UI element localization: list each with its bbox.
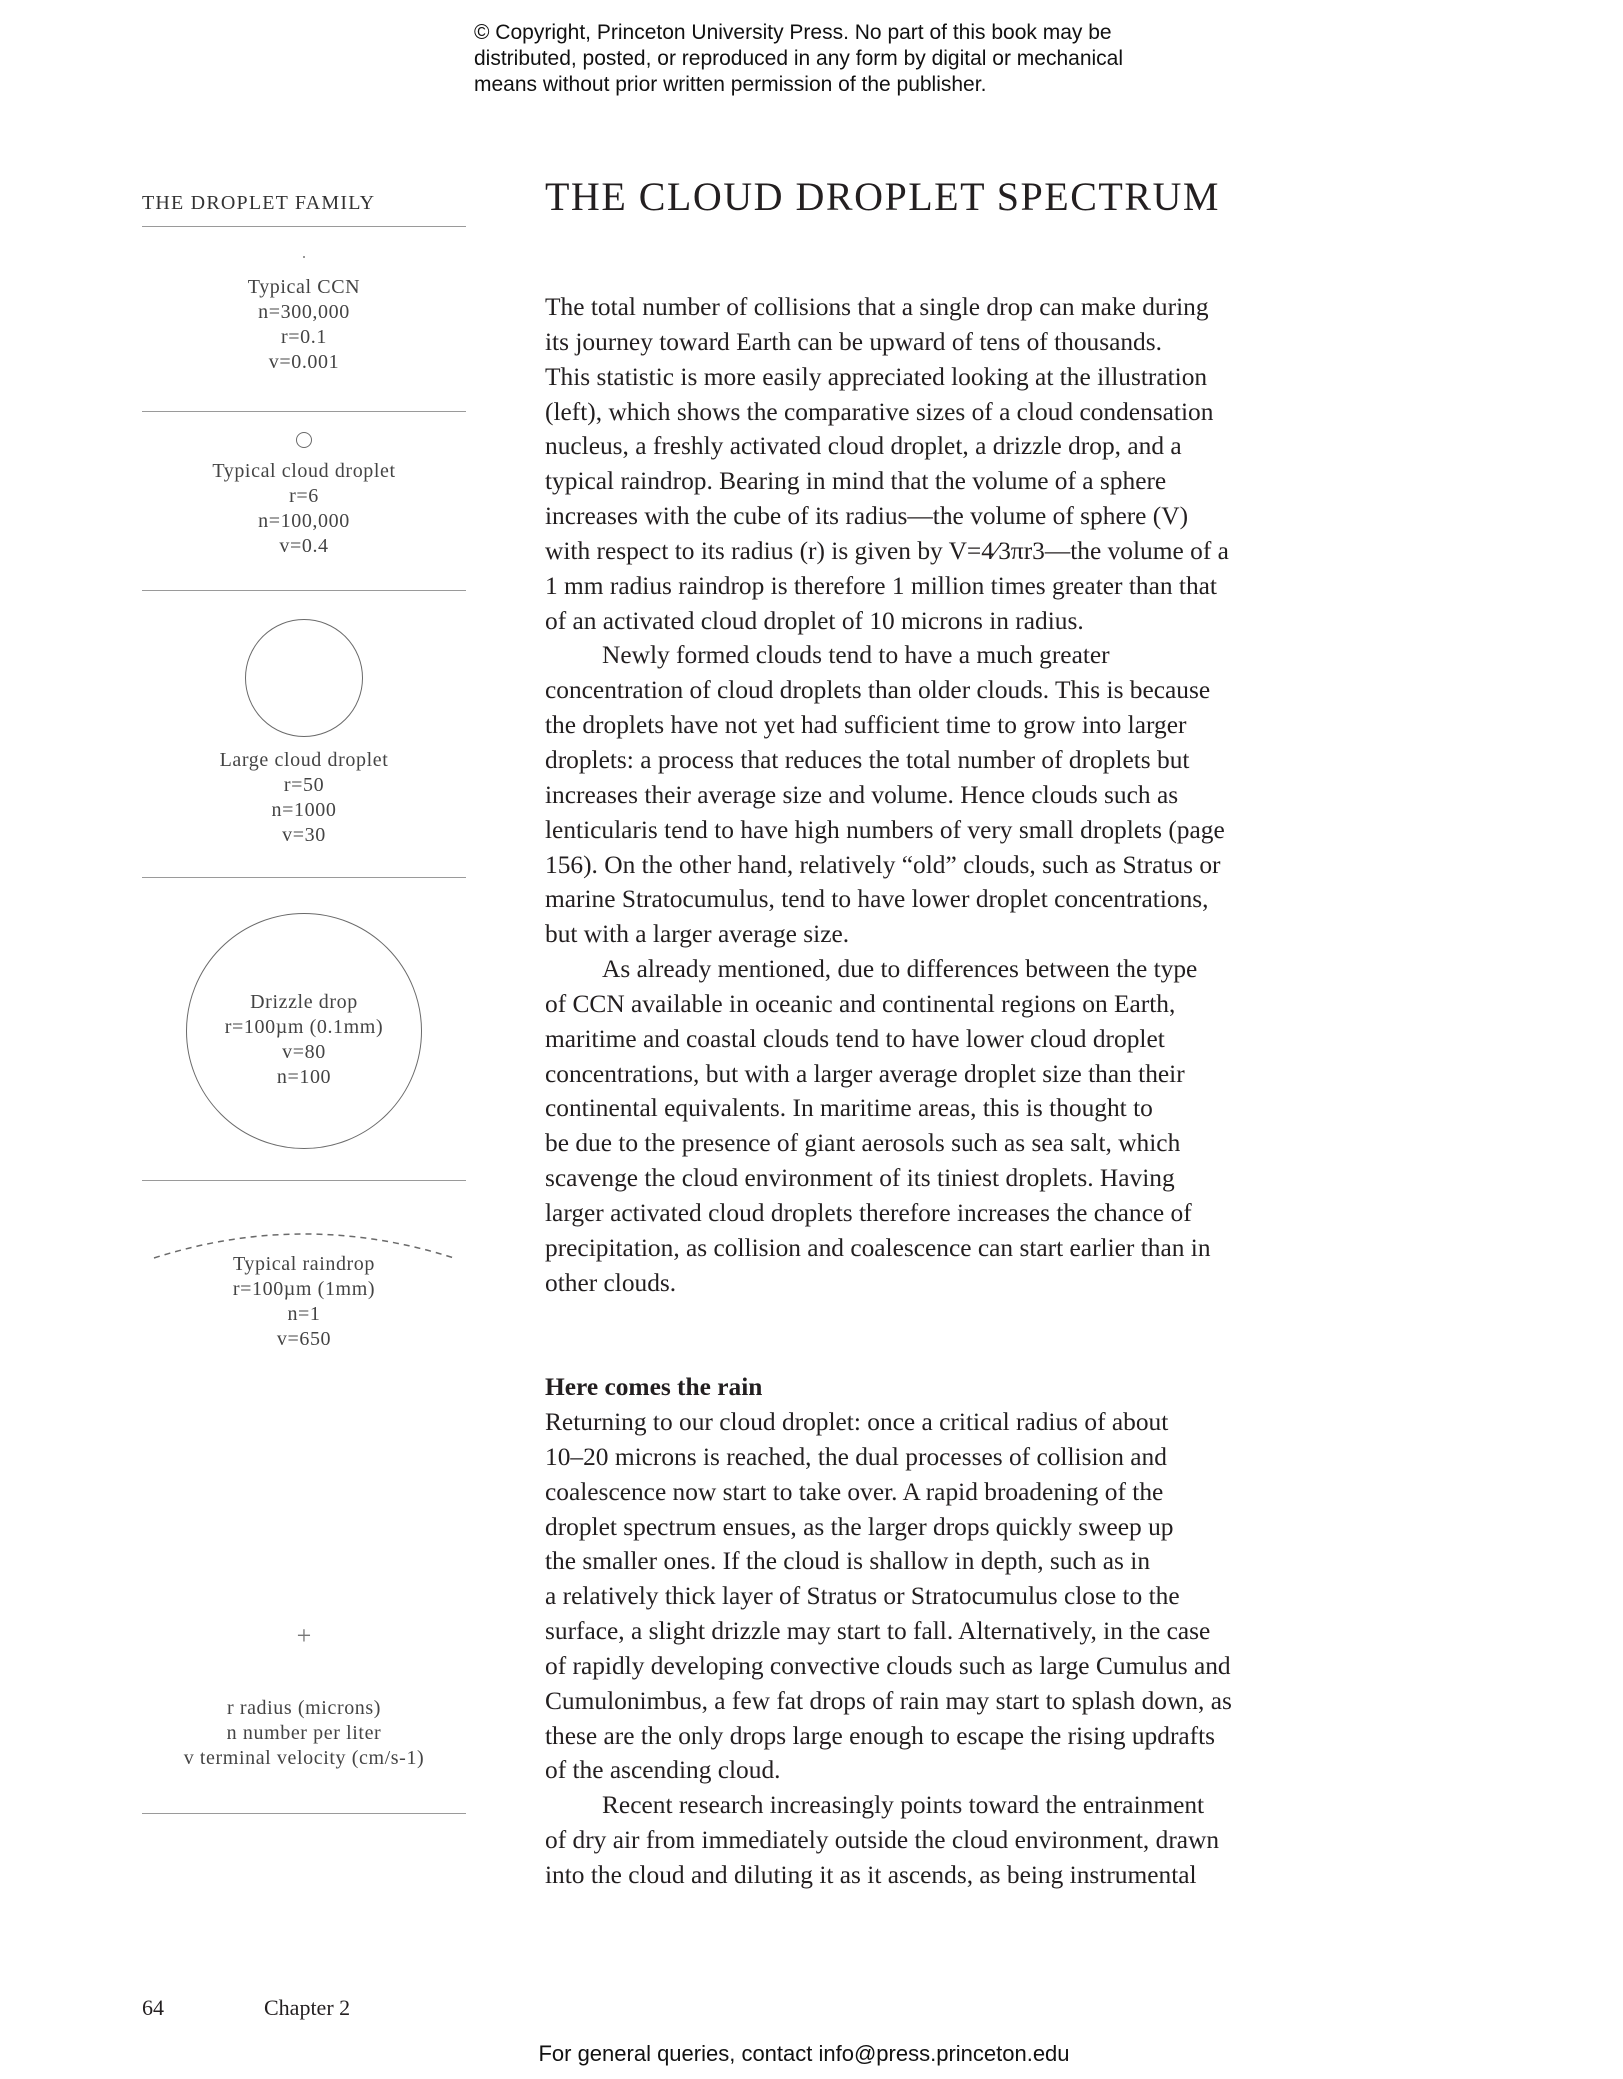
text-line: these are the only drops large enough to escape the rising updrafts	[545, 1721, 1216, 1750]
large-droplet-circle	[245, 619, 363, 737]
droplet-stat: r=0.1	[281, 326, 327, 348]
droplet-label-raindrop	[142, 1252, 466, 1352]
plus-icon: +	[296, 1621, 312, 1650]
text-line: the smaller ones. If the cloud is shallow in depth, such as in	[545, 1547, 1151, 1576]
text-line: concentrations, but with a larger average droplet size than their	[545, 1059, 1185, 1088]
text-line: its journey toward Earth can be upward of tens of thousands.	[545, 327, 1162, 356]
text-line: be due to the presence of giant aerosols such as sea salt, which	[545, 1129, 1181, 1158]
droplet-stat: r=50	[283, 774, 325, 796]
divider	[142, 226, 466, 227]
page-number: 64	[142, 1995, 164, 2020]
divider	[142, 411, 466, 412]
legend-line: n number per liter	[226, 1722, 382, 1744]
droplet-label-drizzle	[142, 990, 466, 1090]
divider	[142, 1813, 466, 1814]
droplet-stat: v=0.4	[279, 535, 329, 557]
text-line: of an activated cloud droplet of 10 microns in radius.	[545, 606, 1084, 635]
text-line: The total number of collisions that a single drop can make during	[545, 293, 1209, 321]
copyright-line: means without prior written permission of the publisher.	[474, 73, 987, 96]
droplet-name: Typical cloud droplet	[212, 460, 396, 482]
copyright-notice	[474, 20, 1194, 98]
text-line: continental equivalents. In maritime areas, this is thought to	[545, 1094, 1153, 1123]
text-line: of rapidly developing convective clouds such as large Cumulus and	[545, 1651, 1231, 1680]
page-title: THE CLOUD DROPLET SPECTRUM	[545, 174, 1220, 219]
droplet-stat: r=6	[289, 485, 319, 507]
droplet-name: Drizzle drop	[250, 991, 358, 1013]
section-heading: Here comes the rain	[545, 1373, 763, 1402]
text-line: Cumulonimbus, a few fat drops of rain may start to splash down, as	[545, 1686, 1232, 1715]
copyright-line: distributed, posted, or reproduced in any form by digital or mechanical	[474, 47, 1124, 70]
text-line: of the ascending cloud.	[545, 1756, 781, 1785]
droplet-stat: v=650	[276, 1328, 332, 1350]
droplet-name: Large cloud droplet	[219, 749, 389, 771]
text-line: but with a larger average size.	[545, 920, 850, 949]
text-line: As already mentioned, due to differences between the type	[602, 955, 1198, 984]
copyright-line: © Copyright, Princeton University Press. No part of this book may be	[474, 21, 1112, 44]
droplet-name: Typical raindrop	[232, 1253, 376, 1275]
text-line: of dry air from immediately outside the cloud environment, drawn	[545, 1826, 1220, 1855]
droplet-stat: v=30	[282, 824, 326, 846]
text-line: maritime and coastal clouds tend to have lower cloud droplet	[545, 1024, 1165, 1053]
droplet-label-ccn	[142, 275, 466, 375]
sidebar-title: THE DROPLET FAMILY	[142, 192, 376, 214]
legend-line: v terminal velocity (cm/s-1)	[183, 1747, 425, 1769]
text-line: increases their average size and volume. Hence clouds such as	[545, 780, 1179, 809]
divider	[142, 1180, 466, 1181]
text-line: lenticularis tend to have high numbers of very small droplets (page	[545, 815, 1225, 844]
text-line: larger activated cloud droplets therefore increases the chance of	[545, 1198, 1192, 1227]
droplet-name: Typical CCN	[247, 276, 361, 298]
text-line: Newly formed clouds tend to have a much greater	[602, 641, 1110, 670]
footer-contact	[0, 2041, 1623, 2067]
divider	[142, 590, 466, 591]
text-line: Returning to our cloud droplet: once a critical radius of about	[545, 1408, 1169, 1436]
text-line: 10–20 microns is reached, the dual processes of collision and	[545, 1442, 1167, 1471]
body-text	[545, 290, 1285, 1893]
text-line: coalescence now start to take over. A rapid broadening of the	[545, 1477, 1164, 1506]
droplet-stat: v=80	[282, 1041, 326, 1063]
droplet-stat: n=1000	[271, 799, 337, 821]
text-line: precipitation, as collision and coalescence can start earlier than in	[545, 1233, 1211, 1262]
text-line: (left), which shows the comparative sizes of a cloud condensation	[545, 397, 1214, 426]
droplet-stat: v=0.001	[268, 351, 340, 373]
ccn-dot	[303, 256, 305, 258]
droplet-stat: n=100,000	[258, 510, 350, 532]
text-line: scavenge the cloud environment of its tiniest droplets. Having	[545, 1164, 1175, 1193]
cloud-droplet-circle	[296, 432, 312, 448]
droplet-stat: n=1	[287, 1303, 321, 1325]
droplet-stat: r=100µm (1mm)	[232, 1278, 376, 1300]
droplet-stat: n=100	[276, 1066, 332, 1088]
text-line: the droplets have not yet had sufficient time to grow into larger	[545, 711, 1187, 740]
text-line: marine Stratocumulus, tend to have lower droplet concentrations,	[545, 885, 1209, 914]
legend-line: r radius (microns)	[226, 1697, 382, 1719]
droplet-label-cloud-droplet	[142, 459, 466, 559]
divider	[142, 877, 466, 878]
text-line: surface, a slight drizzle may start to fall. Alternatively, in the case	[545, 1617, 1211, 1646]
text-line: with respect to its radius (r) is given by V=4⁄3πr3—the volume of a	[545, 536, 1229, 565]
text-line: nucleus, a freshly activated cloud droplet, a drizzle drop, and a	[545, 432, 1182, 461]
text-line: This statistic is more easily appreciated looking at the illustration	[545, 362, 1208, 391]
text-line: other clouds.	[545, 1268, 677, 1297]
text-line: Recent research increasingly points toward the entrainment	[602, 1791, 1205, 1820]
droplet-stat: n=300,000	[258, 301, 350, 323]
text-line: a relatively thick layer of Stratus or Stratocumulus close to the	[545, 1582, 1180, 1611]
text-line: increases with the cube of its radius—the volume of sphere (V)	[545, 502, 1189, 531]
text-line: typical raindrop. Bearing in mind that the volume of a sphere	[545, 467, 1167, 496]
text-line: concentration of cloud droplets than older clouds. This is because	[545, 676, 1211, 705]
text-line: 1 mm radius raindrop is therefore 1 million times greater than that	[545, 571, 1217, 600]
footer-text: For general queries, contact info@press.princeton.edu	[538, 2041, 1070, 2066]
sidebar-legend	[142, 1696, 466, 1771]
text-line: of CCN available in oceanic and continental regions on Earth,	[545, 989, 1176, 1018]
text-line: into the cloud and diluting it as it ascends, as being instrumental	[545, 1860, 1197, 1889]
text-line: droplet spectrum ensues, as the larger drops quickly sweep up	[545, 1512, 1174, 1541]
chapter-label: Chapter 2	[264, 1995, 351, 2020]
droplet-stat: r=100µm (0.1mm)	[224, 1016, 384, 1038]
text-line: droplets: a process that reduces the total number of droplets but	[545, 745, 1190, 774]
droplet-label-large-droplet	[142, 748, 466, 848]
text-line: 156). On the other hand, relatively “old” clouds, such as Stratus or	[545, 850, 1221, 879]
